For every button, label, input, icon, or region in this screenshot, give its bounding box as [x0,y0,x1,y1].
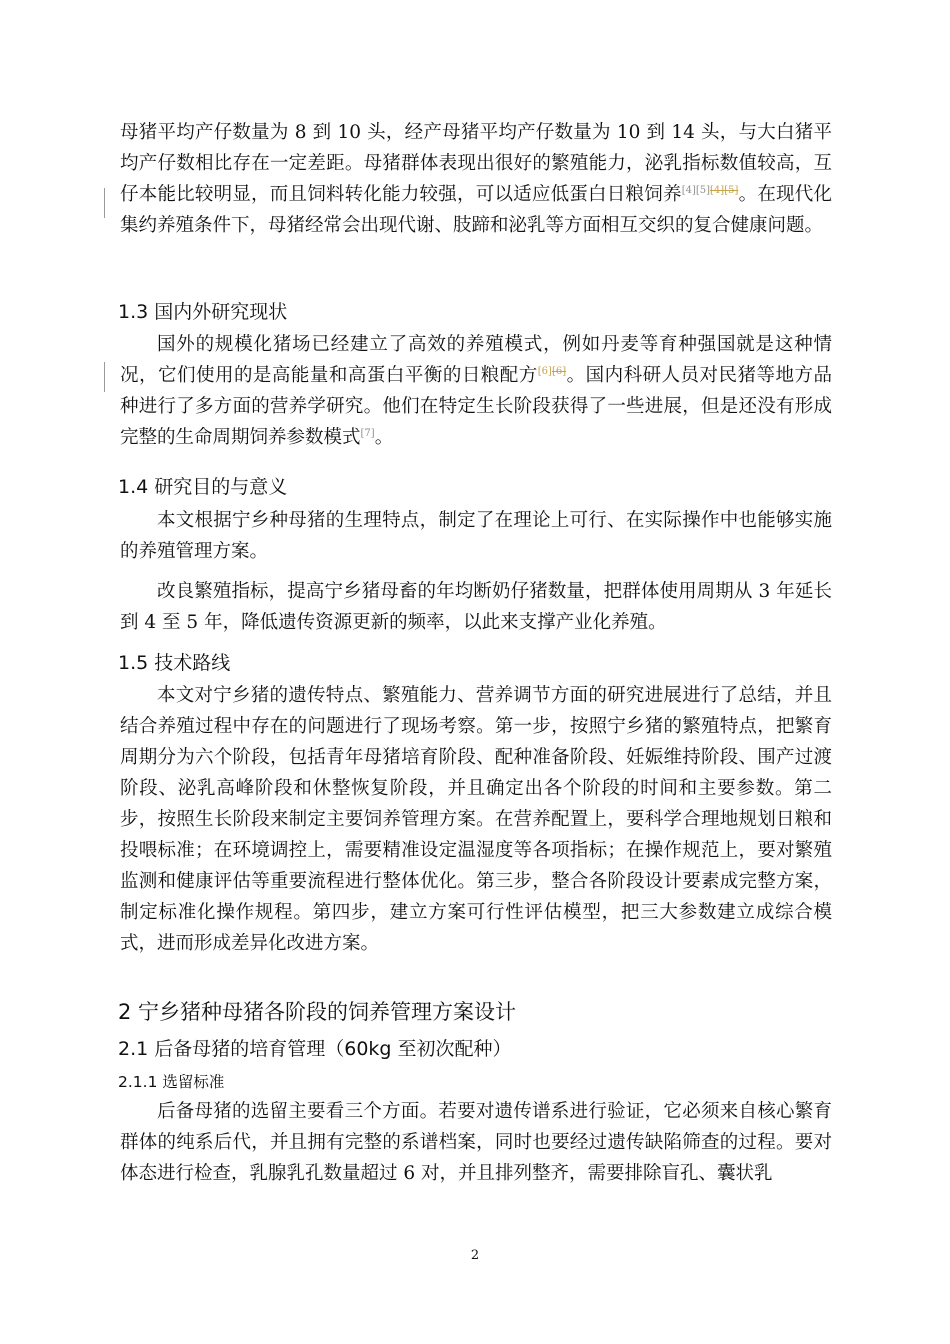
paragraph-research-status [120,329,832,453]
paragraph-selection-standard: 后备母猪的选留主要看三个方面。若要对遗传谱系进行验证，它必须来自核心繁育群体的纯系后代，并且拥有完整的系谱档案，同时也要经过遗传缺陷筛查的过程。要对体态进行检查，乳腺乳孔数量超过 6 对，并且排列整齐，需要排除盲孔、囊状乳 [120,1101,832,1184]
paragraph-text: 母猪平均产仔数量为 8 到 10 头，经产母猪平均产仔数量为 10 到 14 头，与大白猪平均产仔数相比存在一定差距。母猪群体表现出很好的繁殖能力，泌乳指标数值较高，互仔本能比较明显，而且饲料转化能力较强，可以适应低蛋白日粮饲养 [120,122,832,205]
page-number: 2 [470,1248,480,1263]
paragraph-technical-route: 本文对宁乡猪的遗传特点、繁殖能力、营养调节方面的研究进展进行了总结，并且结合养殖过程中存在的问题进行了现场考察。第一步，按照宁乡猪的繁殖特点，把繁育周期分为六个阶段，包括青年母猪培育阶段、配种准备阶段、妊娠维持阶段、围产过渡阶段、泌乳高峰阶段和休整恢复阶段，并且确定出各个阶段的时间和主要参数。第二步，按照生长阶段来制定主要饲养管理方案。在营养配置上，要科学合理地规划日粮和投喂标准；在环境调控上，需要精准设定温湿度等各项指标；在操作规范上，要对繁殖监测和健康评估等重要流程进行整体优化。第三步，整合各阶段设计要素成完整方案，制定标准化操作规程。第四步，建立方案可行性评估模型，把三大参数建立成综合模式，进而形成差异化改进方案。 [120,685,832,954]
subsection-heading-2-1-1: 2.1.1 选留标准 [118,1073,225,1091]
section-heading-2-1: 2.1 后备母猪的培育管理（60kg 至初次配种） [118,1038,512,1060]
chapter-heading-2: 2 宁乡猪种母猪各阶段的饲养管理方案设计 [118,1000,517,1024]
citation [538,366,566,377]
citation-text: [6] [537,366,552,377]
section-heading-1-4: 1.4 研究目的与意义 [118,476,288,498]
citation [682,185,739,196]
paragraph-text: 。在现代化集约养殖条件下，母猪经常会出现代谢、肢蹄和泌乳等方面相互交织的复合健康问题。 [120,184,832,236]
citation: [7] [360,428,375,439]
section-heading-1-3: 1.3 国内外研究现状 [118,301,288,323]
paragraph-text: 。 [374,427,394,448]
paragraph-text: 。国内科研人员对民猪等地方品种进行了多方面的营养学研究。他们在特定生长阶段获得了一些进展，但是还没有形成完整的生命周期饲养参数模式 [120,365,832,448]
paragraph-purpose-2: 改良繁殖指标，提高宁乡猪母畜的年均断奶仔猪数量，把群体使用周期从 3 年延长到 4 至 5 年，降低遗传资源更新的频率，以此来支撑产业化养殖。 [120,581,832,633]
section-heading-1-5: 1.5 技术路线 [118,652,231,674]
citation-text: [4][5] [681,185,711,196]
citation-tracked-change: [4][5] [710,185,739,196]
citation-tracked-change: [6] [551,366,567,377]
paragraph-purpose-1: 本文根据宁乡种母猪的生理特点，制定了在理论上可行、在实际操作中也能够实施的养殖管理方案。 [120,510,832,562]
paragraph-text: 国外的规模化猪场已经建立了高效的养殖模式，例如丹麦等育种强国就是这种情况，它们使用的是高能量和高蛋白平衡的日粮配方 [120,334,832,386]
revision-margin-mark [104,188,105,218]
revision-margin-mark [104,362,105,392]
paragraph-intro [120,117,832,241]
